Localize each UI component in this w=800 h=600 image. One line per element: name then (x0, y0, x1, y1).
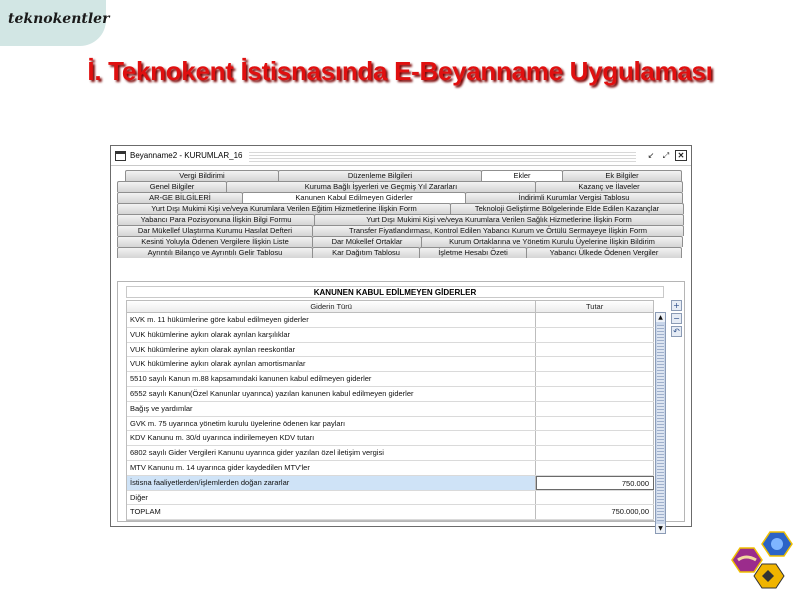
tab-content-panel (117, 281, 685, 532)
row-amount-field[interactable] (536, 431, 654, 445)
row-label: Bağış ve yardımlar (127, 402, 536, 416)
add-row-icon[interactable]: + (671, 300, 682, 311)
row-amount-field[interactable] (536, 446, 654, 460)
tab-row-7 (117, 236, 685, 247)
row-label: GVK m. 75 uyarınca yönetim kurulu üyelerine ödenen kar payları (127, 417, 536, 431)
window-title: Beyanname2 - KURUMLAR_16 (130, 151, 243, 160)
table-row[interactable] (127, 446, 654, 461)
table-row[interactable] (127, 313, 654, 328)
row-label: VUK hükümlerine aykırı olarak ayrılan reeskontlar (127, 343, 536, 357)
logo-tab (0, 0, 110, 46)
row-amount-field[interactable] (536, 328, 654, 342)
tab-row-2 (117, 181, 685, 192)
tab-kar-dagitim-tablosu[interactable]: Kar Dağıtım Tablosu (312, 247, 420, 258)
row-amount-field[interactable] (536, 343, 654, 357)
row-amount-field[interactable] (536, 313, 654, 327)
tab-indirimli-kurumlar-vergisi[interactable]: İndirimli Kurumlar Vergisi Tablosu (465, 192, 683, 203)
tab-vergi-bildirimi[interactable]: Vergi Bildirimi (125, 170, 279, 181)
window-icon (115, 151, 126, 161)
tab-yabanci-ulkede-odenen-vergiler[interactable]: Yabancı Ülkede Ödenen Vergiler (526, 247, 682, 258)
row-label: 6552 sayılı Kanun(Özel Kanunlar uyarınca) yazılan kanunen kabul edilmeyen giderler (127, 387, 536, 401)
row-amount-field[interactable]: 750.000 (536, 476, 654, 490)
row-amount-field[interactable] (536, 417, 654, 431)
row-label: KDV Kanunu m. 30/d uyarınca indirilemeyen KDV tutarı (127, 431, 536, 445)
row-amount-field[interactable] (536, 402, 654, 416)
tab-kuruma-bagli-isyerleri[interactable]: Kuruma Bağlı İşyerleri ve Geçmiş Yıl Zararları (226, 181, 536, 192)
window-titlebar[interactable] (111, 146, 691, 166)
tab-row-3 (117, 192, 685, 203)
table-row[interactable] (127, 402, 654, 417)
table-row[interactable] (127, 387, 654, 402)
remove-row-icon[interactable]: − (671, 313, 682, 324)
row-label: VUK hükümlerine aykırı olarak ayrılan amortismanlar (127, 357, 536, 371)
row-label: 6802 sayılı Gider Vergileri Kanunu uyarınca gider yazılan özel iletişim vergisi (127, 446, 536, 460)
grid-header (127, 301, 654, 313)
row-label: MTV Kanunu m. 14 uyarınca gider kaydedilen MTV'ler (127, 461, 536, 475)
total-label: TOPLAM (127, 505, 536, 519)
tab-kurum-ortaklarina-bildirim[interactable]: Kurum Ortaklarına ve Yönetim Kurulu Üyelerine İlişkin Bildirim (421, 236, 683, 247)
table-row-total (127, 505, 654, 520)
row-amount-field[interactable] (536, 357, 654, 371)
tab-ekler[interactable]: Ekler (481, 170, 563, 181)
row-amount-field[interactable] (536, 372, 654, 386)
restore-icon[interactable]: ↙ (647, 151, 655, 160)
tab-strip (111, 166, 691, 258)
row-label: VUK hükümlerine aykırı olarak ayrılan karşılıklar (127, 328, 536, 342)
tab-ar-ge-bilgileri[interactable]: AR-GE BİLGİLERİ (117, 192, 243, 203)
declaration-window (110, 145, 692, 532)
tab-row-8 (117, 247, 685, 258)
row-label: 5510 sayılı Kanun m.88 kapsamındaki kanunen kabul edilmeyen giderler (127, 372, 536, 386)
table-row[interactable] (127, 417, 654, 432)
tab-kanunen-kabul-edilmeyen-giderler[interactable]: Kanunen Kabul Edilmeyen Giderler (242, 192, 466, 203)
section-title: KANUNEN KABUL EDİLMEYEN GİDERLER (126, 286, 664, 298)
row-label: İstisna faaliyetlerden/işlemlerden doğan zararlar (127, 476, 536, 490)
row-tools (671, 300, 683, 339)
tab-genel-bilgiler[interactable]: Genel Bilgiler (117, 181, 227, 192)
logo-text: teknokentler (8, 11, 110, 27)
titlebar-hatch (249, 150, 637, 162)
total-amount: 750.000,00 (536, 505, 654, 519)
tab-kazanc-ve-ilaveler[interactable]: Kazanç ve İlaveler (535, 181, 683, 192)
table-row[interactable] (127, 343, 654, 358)
tab-ulastirma-hasilat-defteri[interactable]: Dar Mükellef Ulaştırma Kurumu Hasılat Defteri (117, 225, 313, 236)
table-row-selected[interactable] (127, 476, 654, 491)
scroll-up-icon[interactable]: ▲ (656, 313, 665, 322)
header-tutar[interactable]: Tutar (536, 301, 654, 312)
slide-title: İ. Teknokent İstisnasında E-Beyanname Uygulaması (87, 56, 713, 86)
row-amount-field[interactable] (536, 491, 654, 505)
row-amount-field[interactable] (536, 387, 654, 401)
tab-row-4 (117, 203, 685, 214)
tab-row-5 (117, 214, 685, 225)
tab-transfer-fiyatlandirmasi[interactable]: Transfer Fiyatlandırması, Kontrol Edilen Yabancı Kurum ve Örtülü Sermayeye İlişkin Form (312, 225, 684, 236)
header-giderin-turu[interactable]: Giderin Türü (127, 301, 536, 312)
table-row[interactable] (127, 491, 654, 506)
tab-ek-bilgiler[interactable]: Ek Bilgiler (562, 170, 682, 181)
table-row[interactable] (127, 431, 654, 446)
maximize-icon[interactable]: ⤢ (662, 151, 670, 160)
tab-isletme-hesabi-ozeti[interactable]: İşletme Hesabı Özeti (419, 247, 527, 258)
tab-saglik-hizmetleri-formu[interactable]: Yurt Dışı Mukimi Kişi ve/veya Kurumlara Verilen Sağlık Hizmetlerine İlişkin Form (314, 214, 684, 225)
grid-scrollbar[interactable] (655, 312, 666, 534)
table-row[interactable] (127, 357, 654, 372)
tab-egitim-hizmetleri-formu[interactable]: Yurt Dışı Mukimi Kişi ve/veya Kurumlara Verilen Eğitim Hizmetlerine İlişkin Form (117, 203, 451, 214)
tab-ayrintili-bilanco[interactable]: Ayrıntılı Bilanço ve Ayrıntılı Gelir Tablosu (117, 247, 313, 258)
undo-icon[interactable]: ↶ (671, 326, 682, 337)
scrollbar-thumb[interactable] (657, 325, 664, 521)
tab-row-1 (117, 170, 685, 181)
close-icon[interactable]: ✕ (675, 150, 687, 161)
table-row[interactable] (127, 372, 654, 387)
row-amount-field[interactable] (536, 461, 654, 475)
tab-yabanci-para-pozisyonu[interactable]: Yabancı Para Pozisyonuna İlişkin Bilgi Formu (117, 214, 315, 225)
tab-row-6 (117, 225, 685, 236)
table-row[interactable] (127, 461, 654, 476)
tab-kesinti-yoluyla-odenen-vergiler[interactable]: Kesinti Yoluyla Ödenen Vergilere İlişkin Liste (117, 236, 313, 247)
tab-teknoloji-gelistirme-bolgeleri[interactable]: Teknoloji Geliştirme Bölgelerinde Elde Edilen Kazançlar (450, 203, 684, 214)
expenses-grid (126, 300, 654, 521)
tab-duzenleme-bilgileri[interactable]: Düzenleme Bilgileri (278, 170, 482, 181)
table-row[interactable] (127, 328, 654, 343)
tab-dar-mukellef-ortaklar[interactable]: Dar Mükellef Ortaklar (312, 236, 422, 247)
hexagon-logo-icon (726, 530, 794, 594)
scroll-down-icon[interactable]: ▼ (656, 524, 665, 533)
row-label: KVK m. 11 hükümlerine göre kabul edilmeyen giderler (127, 313, 536, 327)
row-label: Diğer (127, 491, 536, 505)
